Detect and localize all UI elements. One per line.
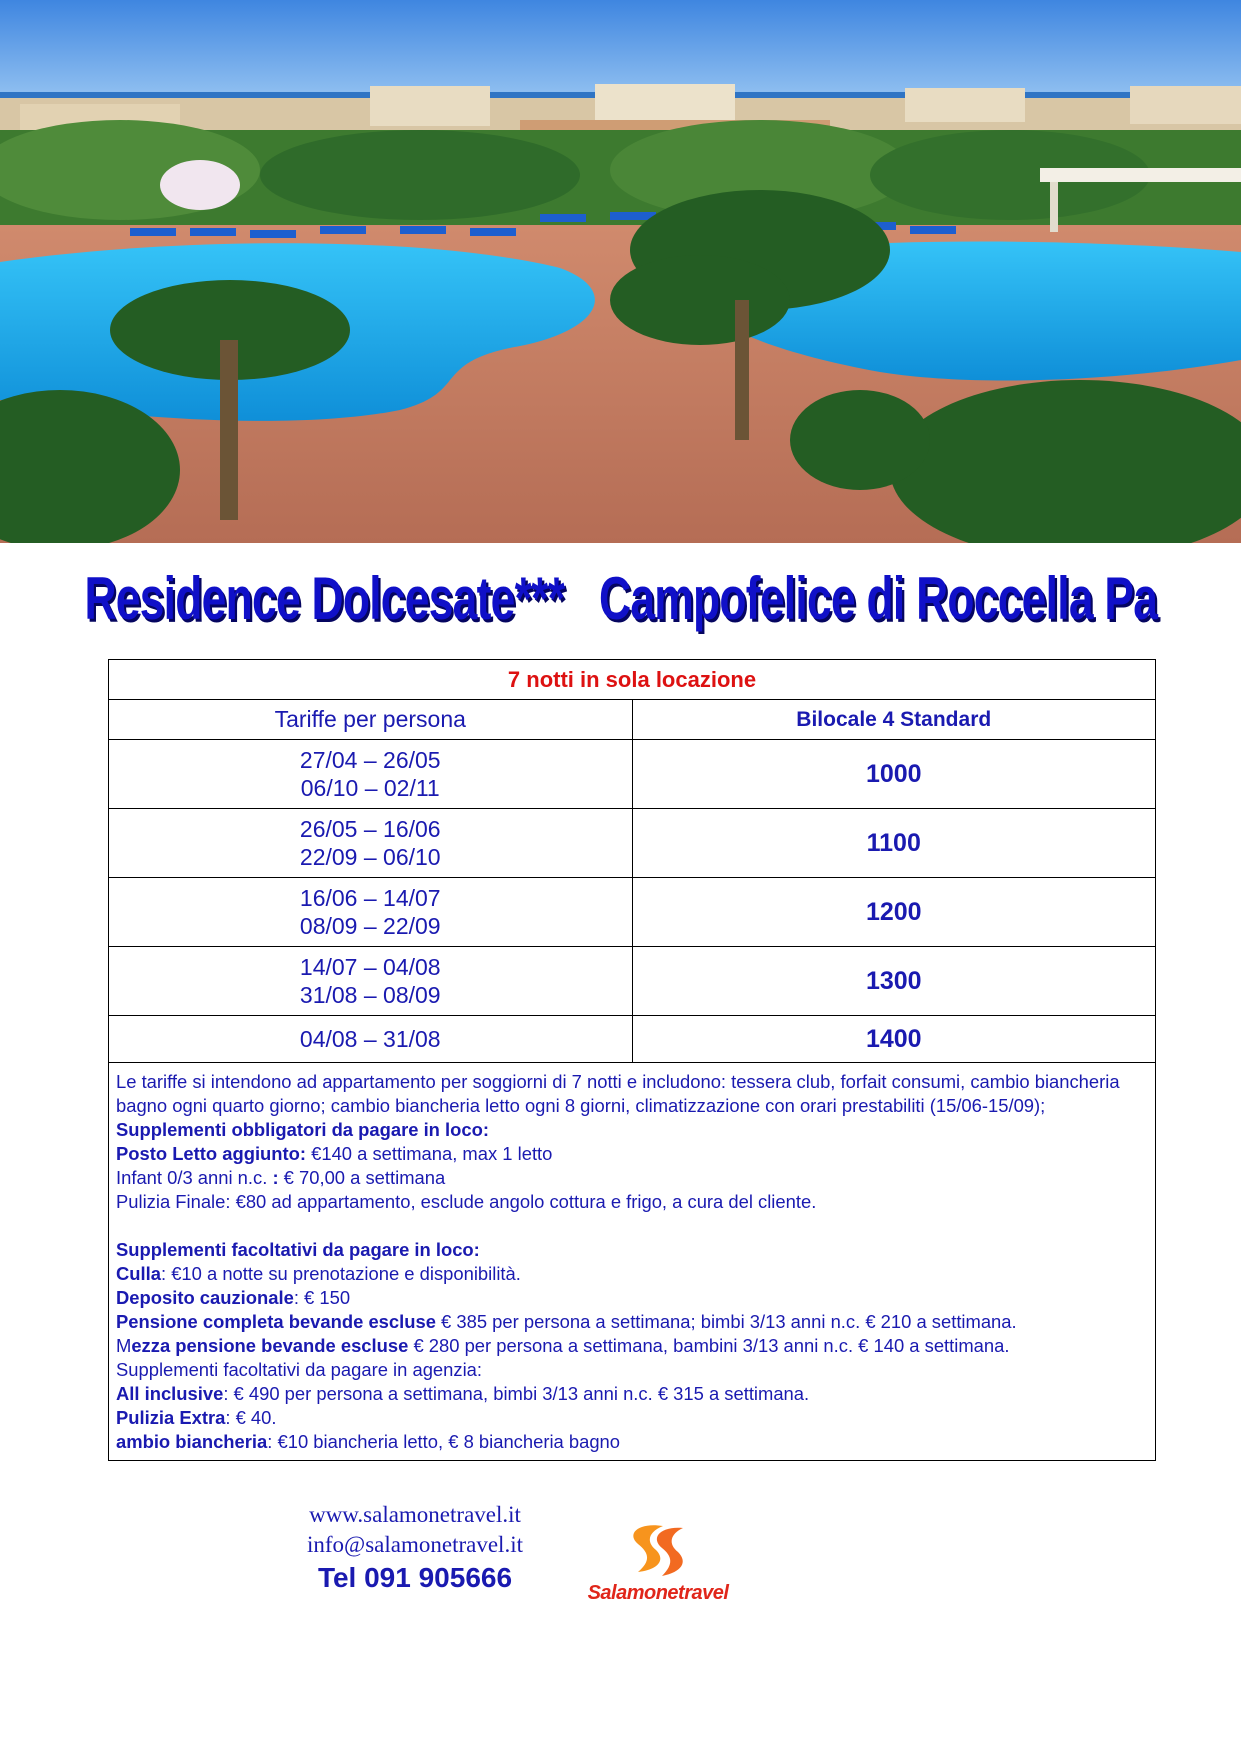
resort-pool-photo-icon [0, 0, 1241, 543]
price-cell: 1000 [632, 740, 1156, 809]
note-mezza-pensione: Mezza pensione bevande escluse € 280 per persona a settimana, bambini 3/13 anni n.c. € 140 a settimana. [116, 1335, 1010, 1356]
table-row [109, 878, 1156, 947]
note-culla: Culla: €10 a notte su prenotazione e disponibilità. [116, 1263, 521, 1284]
notes-cell [109, 1063, 1156, 1461]
notes-row [109, 1063, 1156, 1461]
note-biancheria: ambio biancheria: €10 biancheria letto, € 8 biancheria bagno [116, 1431, 621, 1452]
table-headline [109, 660, 1156, 700]
note-all-inclusive: All inclusive: € 490 per persona a settimana, bimbi 3/13 anni n.c. € 315 a settimana. [116, 1383, 810, 1404]
period-cell: 04/08 – 31/08 [109, 1016, 633, 1063]
table-row [109, 947, 1156, 1016]
table-row [109, 809, 1156, 878]
period-cell: 26/05 – 16/06 22/09 – 06/10 [109, 809, 633, 878]
optional-title: Supplementi facoltativi da pagare in loco: [116, 1239, 480, 1260]
price-cell: 1100 [632, 809, 1156, 878]
phone-number: Tel 091 905666 [317, 1562, 513, 1593]
headline-text: 7 notti in sola locazione [507, 666, 757, 692]
price-cell: 1400 [632, 1016, 1156, 1063]
table-header-row [109, 700, 1156, 740]
note-pulizia-finale: Pulizia Finale: €80 ad appartamento, esclude angolo cottura e frigo, a cura del cliente. [116, 1191, 817, 1212]
email-link[interactable]: info@salamonetravel.it [307, 1532, 523, 1557]
table-row [109, 740, 1156, 809]
column-header-room: Bilocale 4 Standard [632, 700, 1156, 740]
company-logo [568, 1520, 748, 1605]
agency-title: Supplementi facoltativi da pagare in agenzia: [116, 1359, 483, 1380]
residence-location: Campofelice di Roccella Pa [598, 564, 1157, 632]
period-cell: 16/06 – 14/07 08/09 – 22/09 [109, 878, 633, 947]
table-headline-row [109, 660, 1156, 700]
residence-name: Residence Dolcesate*** [84, 564, 564, 632]
note-pulizia-extra: Pulizia Extra: € 40. [116, 1407, 277, 1428]
page-title [0, 556, 1241, 640]
period-cell: 14/07 – 04/08 31/08 – 08/09 [109, 947, 633, 1016]
note-infant: Infant 0/3 anni n.c. : € 70,00 a settimana [116, 1167, 446, 1188]
note-posto-letto: Posto Letto aggiunto: €140 a settimana, max 1 letto [116, 1143, 553, 1164]
price-cell: 1200 [632, 878, 1156, 947]
note-pensione: Pensione completa bevande escluse € 385 per persona a settimana; bimbi 3/13 anni n.c. € 210 a settimana. [116, 1311, 1017, 1332]
rates-table [108, 659, 1156, 1461]
double-s-logo-icon [568, 1520, 748, 1580]
table-row [109, 1016, 1156, 1063]
period-cell: 27/04 – 26/05 06/10 – 02/11 [109, 740, 633, 809]
mandatory-title: Supplementi obbligatori da pagare in loco: [116, 1119, 489, 1140]
notes-intro: Le tariffe si intendono ad appartamento per soggiorni di 7 notti e includono: tessera club, forfait consumi, cambio biancheria bagno ogni quarto giorno; cambio biancheria letto ogni 8 giorni, climatizzazione con orari prestabiliti (15/06-15/09); [116, 1071, 1120, 1116]
contact-block [280, 1500, 550, 1596]
hero-photo [0, 0, 1241, 543]
website-link[interactable]: www.salamonetravel.it [309, 1502, 521, 1527]
column-header-period: Tariffe per persona [109, 700, 633, 740]
price-cell: 1300 [632, 947, 1156, 1016]
logo-wordmark: Salamonetravel [587, 1582, 729, 1604]
note-deposito: Deposito cauzionale: € 150 [116, 1287, 351, 1308]
